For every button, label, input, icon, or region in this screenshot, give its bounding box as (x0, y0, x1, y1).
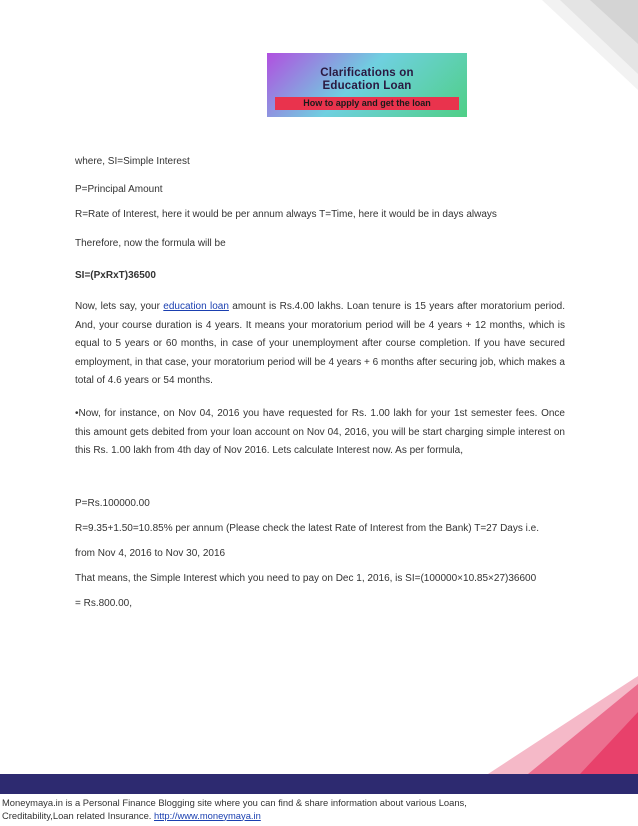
para1-rest: amount is Rs.4.00 lakhs. Loan tenure is 15 years after moratorium period. And, your course duration is 4 years. It means your moratorium period will be 4 years + 12 months, which is equal to 5 years or 60 months, in case of your unemployment after course completion. If you have secured employment, in that case, your moratorium period will be 4 years + 6 months after securing job, which makes a total of 4.6 years or 54 months. (75, 301, 565, 387)
date-range-line: from Nov 4, 2016 to Nov 30, 2016 (75, 548, 226, 559)
p-value-line: P=Rs.100000.00 (75, 498, 150, 509)
banner-title-line2: Education Loan (322, 80, 412, 92)
footer-line2 (2, 810, 467, 823)
footer-text (2, 797, 467, 822)
banner-subtitle: How to apply and get the loan (275, 97, 459, 110)
moneymaya-link[interactable]: http://www.moneymaya.in (154, 809, 261, 821)
bullet-icon: • (75, 408, 79, 419)
para2-text: Now, for instance, on Nov 04, 2016 you have requested for Rs. 1.00 lakh for your 1st semester fees. Once this amount gets debited from your loan account on Nov 04, 2016, you will be start charging simple interest on this Rs. 1.00 lakh from 4th day of Nov 2016. Lets calculate Interest now. As per formula, (75, 408, 565, 457)
paragraph-example (75, 298, 565, 391)
therefore-line: Therefore, now the formula will be (75, 238, 226, 249)
principal-line: P=Principal Amount (75, 184, 163, 195)
footer-line2-text: Creditability,Loan related Insurance. (2, 809, 154, 821)
r-value-line: R=9.35+1.50=10.85% per annum (Please check the latest Rate of Interest from the Bank) T=27 Days i.e. (75, 523, 539, 534)
formula-line: SI=(PxRxT)36500 (75, 270, 156, 281)
result-line: = Rs.800.00, (75, 598, 132, 609)
where-line: where, SI=Simple Interest (75, 156, 190, 167)
rate-time-line: R=Rate of Interest, here it would be per annum always T=Time, here it would be in days always (75, 209, 497, 220)
article-banner (267, 53, 467, 117)
footer-bar (0, 774, 638, 794)
corner-decoration-bottom (488, 676, 638, 774)
paragraph-instance (75, 405, 565, 461)
education-loan-link[interactable]: education loan (163, 301, 229, 312)
corner-decoration-top (542, 0, 638, 90)
footer-line1: Moneymaya.in is a Personal Finance Blogging site where you can find & share information about various Loans, (2, 797, 467, 808)
that-means-line: That means, the Simple Interest which you need to pay on Dec 1, 2016, is SI=(100000×10.85×27)36600 (75, 573, 537, 584)
banner-title-line1: Clarifications on (320, 67, 414, 79)
para1-start: Now, lets say, your (75, 301, 164, 312)
